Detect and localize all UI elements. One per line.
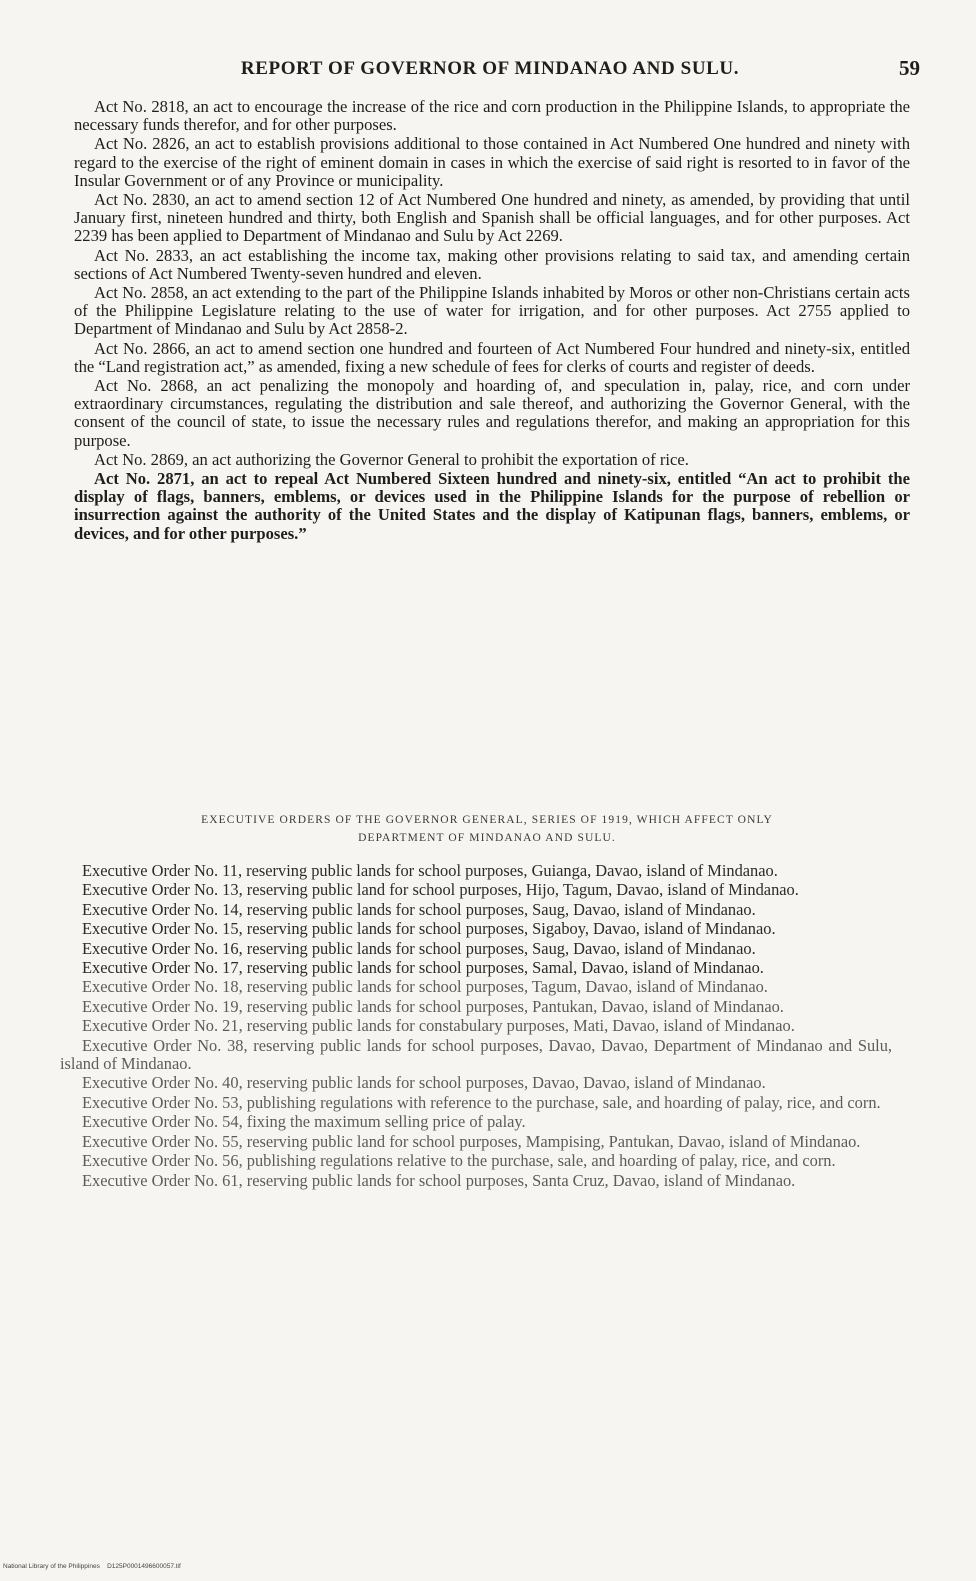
executive-order-paragraph: Executive Order No. 38, reserving public lands for school purposes, Davao, Davao, Department of Mindanao and Sulu, island of Mindanao.	[60, 1035, 892, 1074]
executive-order-paragraph: Executive Order No. 11, reserving public lands for school purposes, Guianga, Davao, island of Mindanao.	[82, 861, 778, 880]
executive-order-paragraph: Executive Order No. 15, reserving public lands for school purposes, Sigaboy, Davao, island of Mindanao.	[82, 919, 776, 939]
act-paragraph: Act No. 2866, an act to amend section one hundred and fourteen of Act Numbered Four hundred and ninety-six, entitled the “Land registration act,” as amended, fixing a new schedule of fees for clerks of courts and register of deeds.	[74, 338, 910, 376]
executive-order-paragraph: Executive Order No. 16, reserving public lands for school purposes, Saug, Davao, island of Mindanao.	[82, 938, 756, 958]
executive-order-paragraph: Executive Order No. 18, reserving public lands for school purposes, Tagum, Davao, island of Mindanao.	[82, 977, 768, 997]
act-paragraph: Act No. 2830, an act to amend section 12 of Act Numbered One hundred and ninety, as amended, by providing that until January first, nineteen hundred and thirty, both English and Spanish shall be official languages, and for other purposes. Act 2239 has been applied to Department of Mindanao and Sulu by Act 2269.	[74, 190, 910, 246]
act-paragraph: Act No. 2818, an act to encourage the increase of the rice and corn production in the Philippine Islands, to appropriate the necessary funds therefor, and for other purposes.	[74, 97, 910, 135]
section-heading-line: EXECUTIVE ORDERS OF THE GOVERNOR GENERAL, SERIES OF 1919, WHICH AFFECT ONLY	[201, 814, 773, 826]
executive-order-paragraph: Executive Order No. 53, publishing regulations with reference to the purchase, sale, and hoarding of palay, rice, and corn.	[82, 1092, 881, 1112]
executive-order-paragraph: Executive Order No. 13, reserving public land for school purposes, Hijo, Tagum, Davao, island of Mindanao.	[82, 880, 799, 900]
footer-image-id: D125P0001496600057.tif	[107, 1563, 181, 1570]
executive-orders-list	[60, 862, 892, 1191]
page-header	[60, 58, 920, 88]
executive-order-paragraph: Executive Order No. 17, reserving public lands for school purposes, Samal, Davao, island of Mindanao.	[82, 958, 764, 978]
executive-order-paragraph: Executive Order No. 14, reserving public lands for school purposes, Saug, Davao, island of Mindanao.	[82, 899, 756, 919]
running-title: REPORT OF GOVERNOR OF MINDANAO AND SULU.	[240, 58, 740, 79]
executive-order-paragraph: Executive Order No. 19, reserving public lands for school purposes, Pantukan, Davao, island of Mindanao.	[82, 996, 784, 1016]
acts-list	[74, 98, 910, 544]
scan-footer	[3, 1563, 181, 1570]
act-paragraph: Act No. 2869, an act authorizing the Governor General to prohibit the exportation of rice.	[94, 449, 689, 469]
act-paragraph: Act No. 2871, an act to repeal Act Numbered Sixteen hundred and ninety-six, entitled “An act to prohibit the display of flags, banners, emblems, or devices used in the Philippine Islands for the purpose of rebellion or insurrection against the authority of the United States and the display of Katipunan flags, banners, emblems, or devices, and for other purposes.”	[74, 469, 910, 543]
executive-order-paragraph: Executive Order No. 21, reserving public lands for constabulary purposes, Mati, Davao, island of Mindanao.	[82, 1016, 795, 1036]
section-heading	[62, 811, 912, 847]
footer-library: National Library of the Philippines	[3, 1563, 100, 1570]
act-paragraph: Act No. 2868, an act penalizing the monopoly and hoarding of, and speculation in, palay, rice, and corn under extraordinary circumstances, regulating the distribution and sale thereof, and authorizing the Governor General, with the consent of the council of state, to issue the necessary rules and regulations therefor, and making an appropriation for this purpose.	[74, 376, 910, 450]
page-number: 59	[899, 56, 920, 80]
act-paragraph: Act No. 2858, an act extending to the part of the Philippine Islands inhabited by Moros or other non-Christians certain acts of the Philippine Legislature relating to the use of water for irrigation, and for other purposes. Act 2755 applied to Department of Mindanao and Sulu by Act 2858-2.	[74, 283, 910, 339]
executive-order-paragraph: Executive Order No. 55, reserving public land for school purposes, Mampising, Pantukan, Davao, island of Mindanao.	[82, 1131, 861, 1151]
act-paragraph: Act No. 2833, an act establishing the income tax, making other provisions relating to said tax, and amending certain sections of Act Numbered Twenty-seven hundred and eleven.	[74, 245, 910, 283]
executive-order-paragraph: Executive Order No. 56, publishing regulations relative to the purchase, sale, and hoarding of palay, rice, and corn.	[82, 1151, 836, 1171]
executive-order-paragraph: Executive Order No. 40, reserving public lands for school purposes, Davao, Davao, island of Mindanao.	[82, 1073, 766, 1093]
executive-order-paragraph: Executive Order No. 54, fixing the maximum selling price of palay.	[82, 1112, 526, 1132]
act-paragraph: Act No. 2826, an act to establish provisions additional to those contained in Act Numbered One hundred and ninety with regard to the exercise of the right of eminent domain in cases in which the exercise of said right is resorted to in favor of the Insular Government or of any Province or municipality.	[74, 134, 910, 190]
section-heading-line: DEPARTMENT OF MINDANAO AND SULU.	[358, 832, 616, 844]
executive-order-paragraph: Executive Order No. 61, reserving public lands for school purposes, Santa Cruz, Davao, island of Mindanao.	[82, 1170, 796, 1190]
